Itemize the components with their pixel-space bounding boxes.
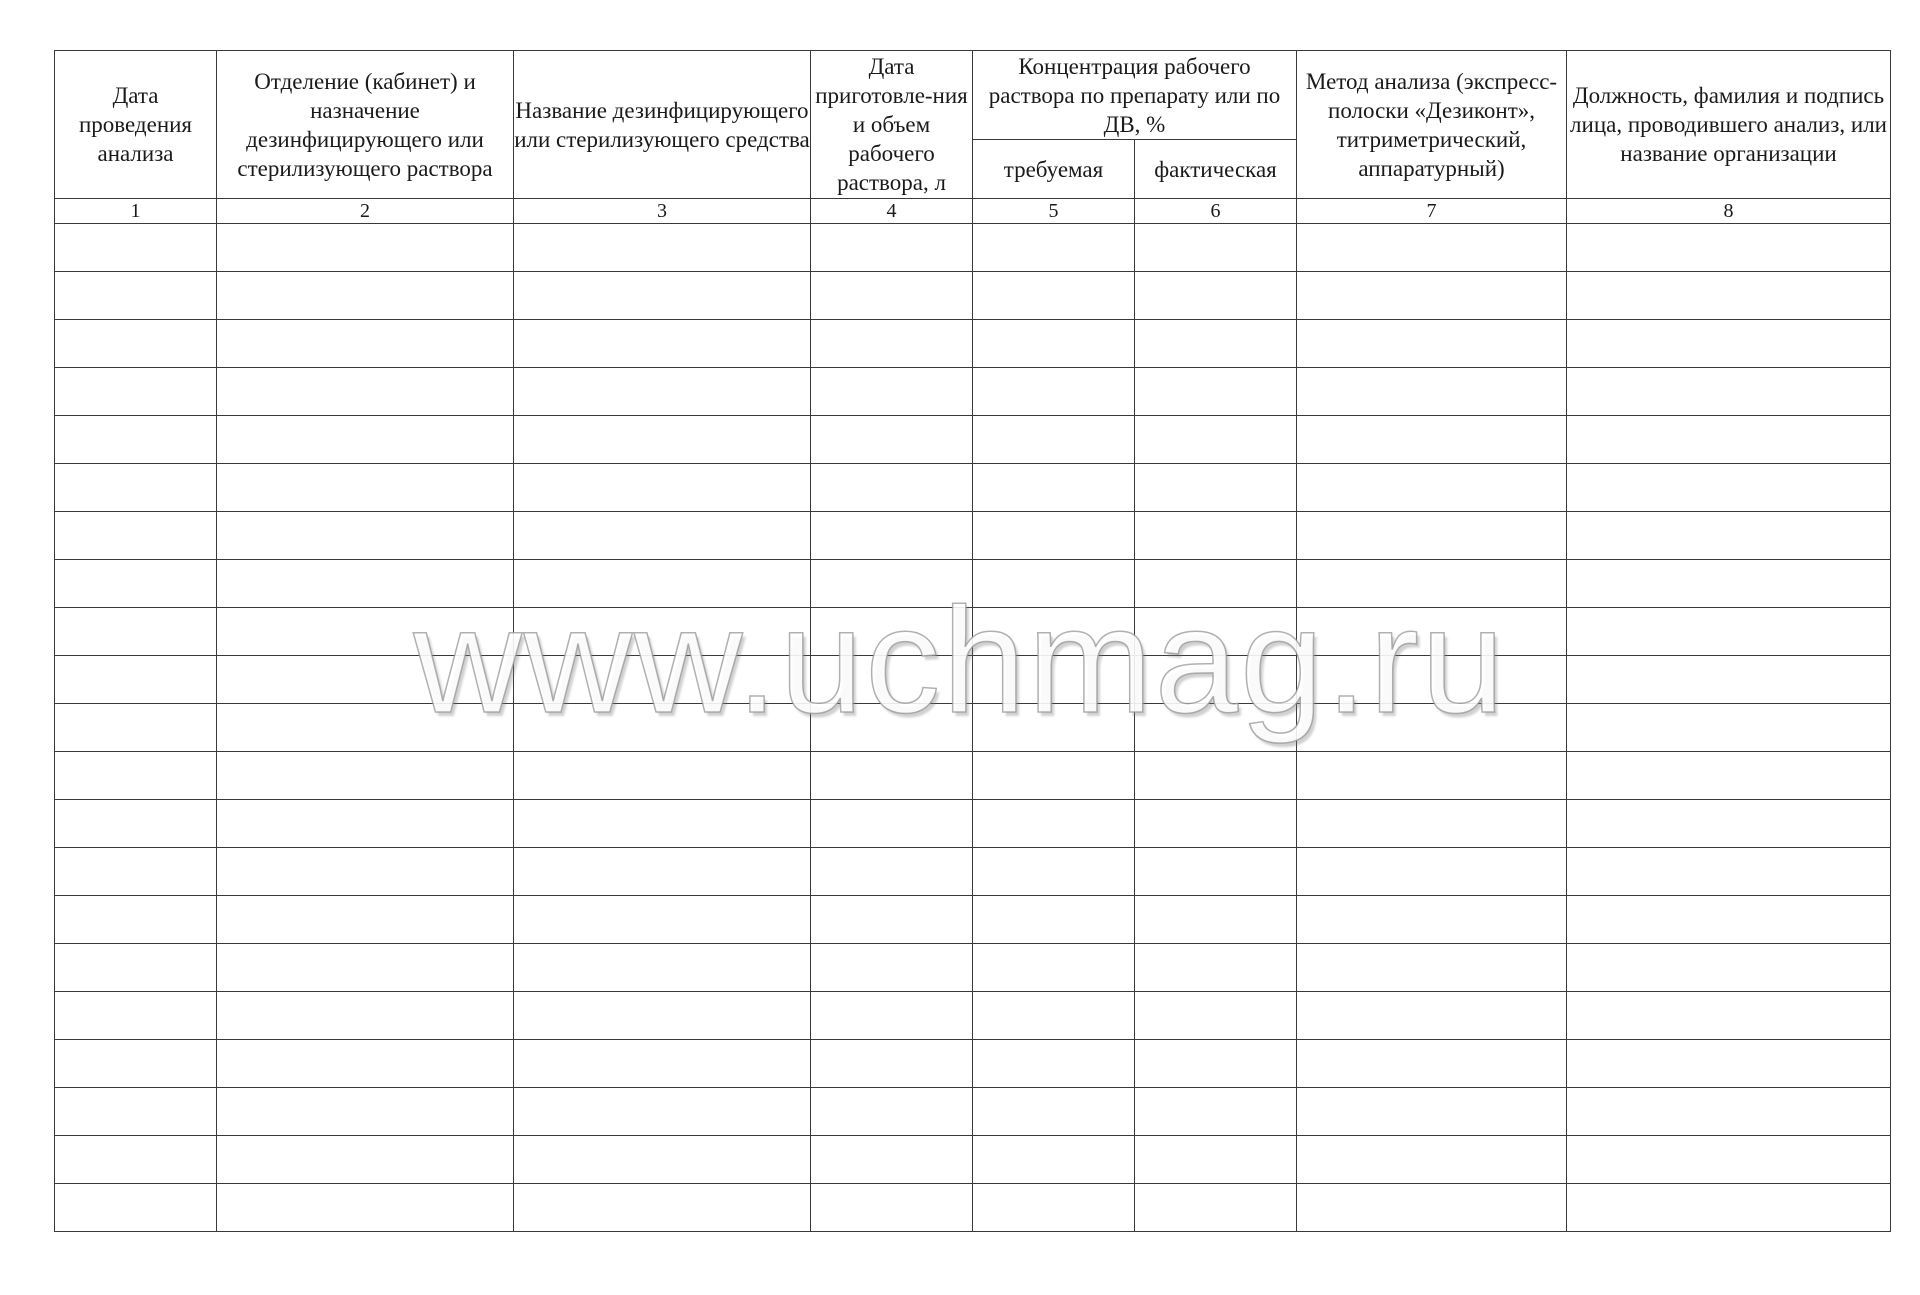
- table-cell: [811, 512, 973, 560]
- table-cell: [811, 416, 973, 464]
- table-row: [55, 512, 1891, 560]
- table-cell: [514, 704, 811, 752]
- table-cell: [1567, 992, 1891, 1040]
- watermark: www.uchmag.ru: [413, 576, 1507, 744]
- table-cell: [217, 800, 514, 848]
- table-cell: [811, 1040, 973, 1088]
- table-cell: [1135, 704, 1297, 752]
- header-column-numbers: [55, 199, 1891, 224]
- table-cell: [55, 416, 217, 464]
- column-number: 7: [1297, 199, 1567, 224]
- table-cell: [217, 896, 514, 944]
- table-cell: [55, 992, 217, 1040]
- table-cell: [55, 656, 217, 704]
- table-cell: [217, 512, 514, 560]
- table-cell: [811, 896, 973, 944]
- table-cell: [217, 416, 514, 464]
- table-cell: [973, 896, 1135, 944]
- table-row: [55, 416, 1891, 464]
- table-cell: [811, 752, 973, 800]
- table-cell: [217, 272, 514, 320]
- table-cell: [1297, 848, 1567, 896]
- table-cell: [811, 656, 973, 704]
- table-cell: [55, 800, 217, 848]
- table-cell: [1135, 320, 1297, 368]
- table-cell: [1567, 512, 1891, 560]
- table-cell: [55, 704, 217, 752]
- analysis-journal-table: [54, 50, 1891, 1232]
- table-cell: [1567, 272, 1891, 320]
- table-cell: [217, 368, 514, 416]
- table-cell: [514, 656, 811, 704]
- table-cell: [217, 944, 514, 992]
- table-cell: [217, 848, 514, 896]
- column-number: 3: [514, 199, 811, 224]
- table-cell: [1297, 224, 1567, 272]
- table-cell: [1297, 512, 1567, 560]
- table-cell: [811, 848, 973, 896]
- table-cell: [217, 992, 514, 1040]
- column-number: 8: [1567, 199, 1891, 224]
- table-cell: [55, 1088, 217, 1136]
- table-cell: [811, 560, 973, 608]
- table-cell: [811, 464, 973, 512]
- table-cell: [514, 416, 811, 464]
- table-cell: [514, 368, 811, 416]
- table-cell: [514, 944, 811, 992]
- table-cell: [1135, 1136, 1297, 1184]
- header-row-top: [55, 51, 1891, 140]
- table-header: [55, 51, 1891, 224]
- table-cell: [1297, 320, 1567, 368]
- table-row: [55, 896, 1891, 944]
- table-cell: [1135, 464, 1297, 512]
- table-cell: [514, 464, 811, 512]
- table-cell: [1567, 368, 1891, 416]
- table-cell: [973, 1040, 1135, 1088]
- table-cell: [1135, 656, 1297, 704]
- header-department-purpose: Отделение (кабинет) и назначение дезинфицирующего или стерилизующего раствора: [217, 51, 514, 199]
- table-row: [55, 464, 1891, 512]
- table-cell: [1297, 992, 1567, 1040]
- table-cell: [1567, 656, 1891, 704]
- column-number: 4: [811, 199, 973, 224]
- table-cell: [217, 704, 514, 752]
- table-cell: [973, 656, 1135, 704]
- table-cell: [973, 608, 1135, 656]
- table-row: [55, 320, 1891, 368]
- table-cell: [811, 272, 973, 320]
- table-row: [55, 1136, 1891, 1184]
- table-cell: [217, 1184, 514, 1232]
- table-row: [55, 1088, 1891, 1136]
- table-cell: [1297, 1088, 1567, 1136]
- table-cell: [514, 224, 811, 272]
- table-cell: [1135, 848, 1297, 896]
- header-analysis-date: Дата проведения анализа: [55, 51, 217, 199]
- table-cell: [1297, 704, 1567, 752]
- table-cell: [1567, 896, 1891, 944]
- table-cell: [514, 320, 811, 368]
- table-cell: [973, 752, 1135, 800]
- table-cell: [1135, 272, 1297, 320]
- table-cell: [1567, 608, 1891, 656]
- table-cell: [514, 512, 811, 560]
- table-cell: [1297, 272, 1567, 320]
- table-row: [55, 1040, 1891, 1088]
- table-cell: [1567, 320, 1891, 368]
- table-cell: [1567, 1184, 1891, 1232]
- table-cell: [55, 512, 217, 560]
- table-row: [55, 560, 1891, 608]
- table-cell: [55, 368, 217, 416]
- table-cell: [973, 368, 1135, 416]
- table-cell: [1567, 848, 1891, 896]
- table-cell: [1567, 800, 1891, 848]
- table-cell: [973, 992, 1135, 1040]
- table-cell: [1135, 800, 1297, 848]
- header-preparation-date-volume: Дата приготовле-ния и объем рабочего раствора, л: [811, 51, 973, 199]
- table-cell: [55, 944, 217, 992]
- table-cell: [1567, 1136, 1891, 1184]
- table-row: [55, 800, 1891, 848]
- table-cell: [1567, 560, 1891, 608]
- table-cell: [217, 320, 514, 368]
- header-agent-name: Название дезинфицирующего или стерилизующего средства: [514, 51, 811, 199]
- table-cell: [1297, 656, 1567, 704]
- table-cell: [811, 704, 973, 752]
- table-cell: [973, 704, 1135, 752]
- table-cell: [1135, 1088, 1297, 1136]
- table-cell: [811, 320, 973, 368]
- table-cell: [973, 1184, 1135, 1232]
- table-cell: [514, 896, 811, 944]
- table-row: [55, 224, 1891, 272]
- table-cell: [973, 272, 1135, 320]
- table-cell: [514, 992, 811, 1040]
- table-cell: [1135, 416, 1297, 464]
- header-analysis-method: Метод анализа (экспресс-полоски «Дезиконт», титриметрический, аппаратурный): [1297, 51, 1567, 199]
- table-row: [55, 1184, 1891, 1232]
- column-number: 6: [1135, 199, 1297, 224]
- table-cell: [1567, 1088, 1891, 1136]
- table-cell: [973, 512, 1135, 560]
- table-row: [55, 944, 1891, 992]
- table-cell: [1567, 944, 1891, 992]
- header-concentration-group: Концентрация рабочего раствора по препарату или по ДВ, %: [973, 51, 1297, 140]
- table-cell: [1297, 464, 1567, 512]
- table-row: [55, 368, 1891, 416]
- table-body: [55, 224, 1891, 1232]
- table-cell: [514, 1136, 811, 1184]
- table-cell: [217, 224, 514, 272]
- table-cell: [1135, 992, 1297, 1040]
- table-cell: [973, 1088, 1135, 1136]
- table-cell: [55, 608, 217, 656]
- table-cell: [1567, 224, 1891, 272]
- table-cell: [55, 1040, 217, 1088]
- table-cell: [973, 848, 1135, 896]
- table-cell: [217, 752, 514, 800]
- table-cell: [811, 800, 973, 848]
- column-number: 1: [55, 199, 217, 224]
- table-cell: [973, 416, 1135, 464]
- table-cell: [1297, 416, 1567, 464]
- header-required-concentration: требуемая: [973, 140, 1135, 199]
- table-cell: [811, 608, 973, 656]
- table-cell: [55, 224, 217, 272]
- table-cell: [1297, 1040, 1567, 1088]
- table-cell: [55, 1184, 217, 1232]
- table-cell: [55, 896, 217, 944]
- table-cell: [811, 992, 973, 1040]
- table-cell: [1135, 896, 1297, 944]
- table-row: [55, 656, 1891, 704]
- table-cell: [1297, 752, 1567, 800]
- table-row: [55, 752, 1891, 800]
- table-cell: [217, 560, 514, 608]
- table-cell: [811, 1184, 973, 1232]
- table-cell: [811, 1088, 973, 1136]
- table-cell: [973, 464, 1135, 512]
- table-cell: [973, 320, 1135, 368]
- table-cell: [973, 224, 1135, 272]
- table-cell: [1567, 1040, 1891, 1088]
- table-cell: [973, 800, 1135, 848]
- table-cell: [973, 560, 1135, 608]
- table-cell: [1297, 560, 1567, 608]
- table-cell: [55, 1136, 217, 1184]
- table-cell: [1135, 368, 1297, 416]
- table-cell: [1297, 896, 1567, 944]
- table-cell: [973, 1136, 1135, 1184]
- column-number: 2: [217, 199, 514, 224]
- table-row: [55, 704, 1891, 752]
- table-cell: [1567, 704, 1891, 752]
- column-number: 5: [973, 199, 1135, 224]
- table-cell: [55, 752, 217, 800]
- table-row: [55, 992, 1891, 1040]
- table-cell: [217, 608, 514, 656]
- table-cell: [1297, 800, 1567, 848]
- table-cell: [1297, 1184, 1567, 1232]
- table-cell: [514, 1184, 811, 1232]
- table-cell: [217, 464, 514, 512]
- table-cell: [55, 320, 217, 368]
- table-cell: [514, 560, 811, 608]
- table-cell: [514, 1088, 811, 1136]
- table-cell: [55, 560, 217, 608]
- table-cell: [1297, 1136, 1567, 1184]
- table-cell: [811, 944, 973, 992]
- table-cell: [217, 656, 514, 704]
- table-row: [55, 272, 1891, 320]
- table-cell: [1567, 416, 1891, 464]
- table-cell: [514, 272, 811, 320]
- table-cell: [1135, 944, 1297, 992]
- table-cell: [811, 224, 973, 272]
- table-cell: [217, 1088, 514, 1136]
- table-cell: [1567, 464, 1891, 512]
- table-cell: [1297, 944, 1567, 992]
- table-cell: [811, 368, 973, 416]
- table-cell: [514, 848, 811, 896]
- table-cell: [1135, 608, 1297, 656]
- table-cell: [55, 464, 217, 512]
- table-row: [55, 608, 1891, 656]
- header-actual-concentration: фактическая: [1135, 140, 1297, 199]
- table-cell: [973, 944, 1135, 992]
- table-cell: [1135, 512, 1297, 560]
- table-row: [55, 848, 1891, 896]
- table-cell: [514, 752, 811, 800]
- table-cell: [1135, 752, 1297, 800]
- table-cell: [1297, 368, 1567, 416]
- table-cell: [514, 608, 811, 656]
- table-cell: [1297, 608, 1567, 656]
- table-cell: [514, 800, 811, 848]
- table-cell: [1135, 224, 1297, 272]
- table-cell: [217, 1040, 514, 1088]
- table-cell: [811, 1136, 973, 1184]
- table-cell: [55, 272, 217, 320]
- table-cell: [217, 1136, 514, 1184]
- table-cell: [1567, 752, 1891, 800]
- table-cell: [1135, 1184, 1297, 1232]
- table-cell: [1135, 1040, 1297, 1088]
- header-responsible-person: Должность, фамилия и подпись лица, проводившего анализ, или название организации: [1567, 51, 1891, 199]
- table-cell: [1135, 560, 1297, 608]
- table-cell: [514, 1040, 811, 1088]
- table-cell: [55, 848, 217, 896]
